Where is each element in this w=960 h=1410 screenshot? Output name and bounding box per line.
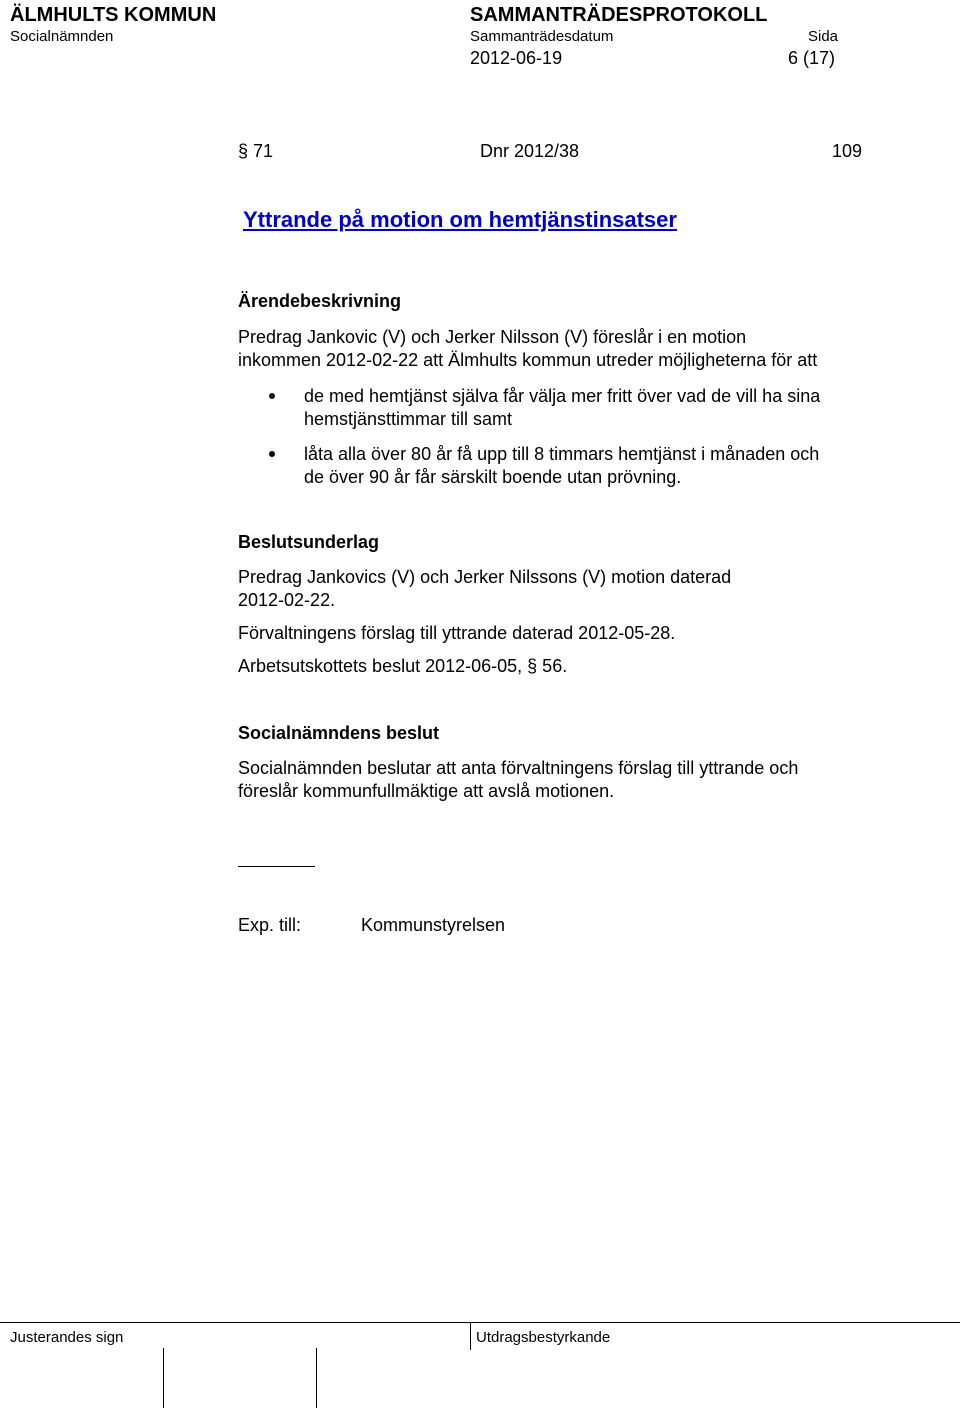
page-label: Sida <box>808 28 839 45</box>
footer-divider <box>470 1322 471 1350</box>
decision-heading: Socialnämndens beslut <box>238 723 440 743</box>
footer-rule <box>0 1322 960 1323</box>
signature-box-divider <box>163 1348 164 1408</box>
document-type: SAMMANTRÄDESPROTOKOLL <box>470 4 768 26</box>
bullet-icon <box>269 393 275 399</box>
signature-box-divider <box>316 1348 317 1408</box>
certification-label: Utdragsbestyrkande <box>476 1329 611 1346</box>
basis-heading: Beslutsunderlag <box>238 532 380 552</box>
bullet-icon <box>269 451 275 457</box>
bullet-line: de över 90 år får särskilt boende utan prövning. <box>304 467 682 487</box>
page-number: 6 (17) <box>788 48 836 68</box>
basis-item: 2012-02-22. <box>238 590 336 610</box>
dispatch-label: Exp. till: <box>238 915 302 935</box>
bullet-line: de med hemtjänst själva får välja mer fritt över vad de vill ha sina <box>304 386 821 406</box>
meeting-date: 2012-06-19 <box>470 48 563 68</box>
description-line: inkommen 2012-02-22 att Älmhults kommun utreder möjligheterna för att <box>238 350 818 370</box>
description-heading: Ärendebeskrivning <box>238 291 402 311</box>
basis-item: Arbetsutskottets beslut 2012-06-05, § 56. <box>238 656 568 676</box>
dispatch-recipient: Kommunstyrelsen <box>361 915 506 935</box>
divider-line <box>238 866 315 867</box>
bullet-line: låta alla över 80 år få upp till 8 timmars hemtjänst i månaden och <box>304 444 820 464</box>
decision-line: Socialnämnden beslutar att anta förvaltningens förslag till yttrande och <box>238 758 799 778</box>
case-dnr: Dnr 2012/38 <box>480 141 580 161</box>
case-number: 109 <box>832 141 863 161</box>
paragraph-number: § 71 <box>238 141 274 161</box>
org-name: ÄLMHULTS KOMMUN <box>10 4 217 26</box>
decision-line: föreslår kommunfullmäktige att avslå motionen. <box>238 781 615 801</box>
basis-item: Predrag Jankovics (V) och Jerker Nilssons (V) motion daterad <box>238 567 732 587</box>
description-line: Predrag Jankovic (V) och Jerker Nilsson (V) föreslår i en motion <box>238 327 747 347</box>
committee-name: Socialnämnden <box>10 28 114 45</box>
basis-item: Förvaltningens förslag till yttrande daterad 2012-05-28. <box>238 623 676 643</box>
case-title: Yttrande på motion om hemtjänstinsatser <box>243 207 677 232</box>
date-label: Sammanträdesdatum <box>470 28 614 45</box>
sign-label: Justerandes sign <box>10 1329 124 1346</box>
bullet-line: hemstjänsttimmar till samt <box>304 409 513 429</box>
